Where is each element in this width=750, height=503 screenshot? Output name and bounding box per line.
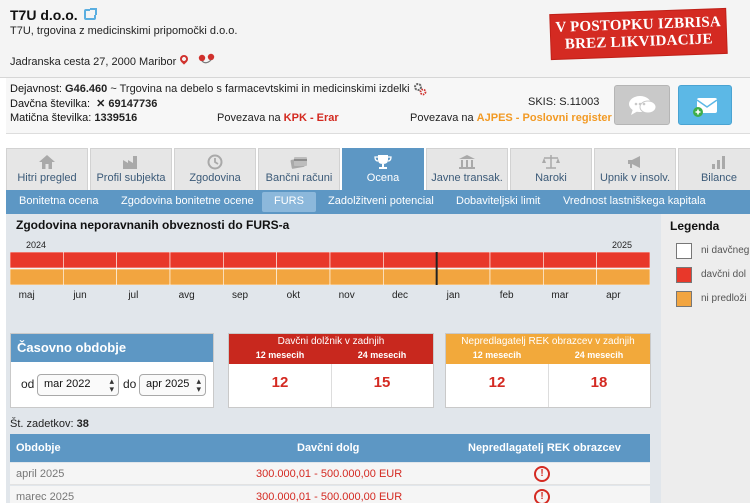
kpk-link-prefix: Povezava na xyxy=(217,112,281,124)
tab-javne-transakcije[interactable] xyxy=(426,148,508,190)
row-tax-debt: 300.000,01 - 500.000,00 EUR xyxy=(256,491,403,503)
month-label-nov: nov xyxy=(338,290,355,301)
deletion-status-stamp xyxy=(550,9,726,59)
timeline-cell-red-maj xyxy=(10,252,63,268)
month-label-jul: jul xyxy=(128,290,139,301)
legend-panel xyxy=(661,214,750,503)
month-label-okt: okt xyxy=(286,290,300,301)
tax-cross-icon: ✕ xyxy=(96,98,106,110)
tab-hitri-pregled[interactable] xyxy=(6,148,88,190)
tax-number-line xyxy=(10,97,157,110)
timeline-cell-orange-jul xyxy=(117,269,170,285)
rek-title: Nepredlagatelj REK obrazcev v zadnjih xyxy=(461,336,635,347)
chat-icon xyxy=(628,94,658,118)
tax-debtor-col-12: 12 mesecih xyxy=(255,350,305,360)
chat-button[interactable] xyxy=(614,85,670,125)
kpk-link-line xyxy=(217,112,339,124)
ajpes-link-line xyxy=(410,112,612,124)
tab-label: Javne transak. xyxy=(431,172,503,184)
month-label-avg: avg xyxy=(178,290,195,301)
tab-label: Hitri pregled xyxy=(17,172,77,184)
registry-number-label: Matična številka: xyxy=(10,112,92,124)
table-row xyxy=(10,486,650,503)
tab-label: Zgodovina xyxy=(189,172,241,184)
time-period-title: Časovno obdobje xyxy=(11,334,213,362)
record-count xyxy=(10,418,89,430)
timeline-cell-orange-mar xyxy=(543,269,596,285)
from-period-select[interactable] xyxy=(37,374,119,396)
from-period-value: mar 2022 xyxy=(44,378,91,390)
timeline-cell-orange-sep xyxy=(223,269,276,285)
rek-col-12: 12 mesecih xyxy=(472,350,522,360)
kpk-erar-link[interactable]: KPK - Erar xyxy=(283,112,339,124)
rek-24-value: 18 xyxy=(590,374,608,391)
company-address: Jadranska cesta 27, 2000 Maribor xyxy=(10,56,177,68)
year-2025-label: 2025 xyxy=(612,240,633,250)
year-2024-label: 2024 xyxy=(26,240,47,250)
scales-icon xyxy=(542,154,560,170)
factory-icon xyxy=(122,154,140,170)
to-label: do xyxy=(123,377,137,391)
house-icon xyxy=(38,154,56,170)
subnav-zgodovina-bonitetne-ocene[interactable]: Zgodovina bonitetne ocene xyxy=(121,195,254,207)
timeline-cell-red-avg xyxy=(170,252,223,268)
timeline-cell-red-okt xyxy=(277,252,330,268)
mail-plus-icon xyxy=(691,94,721,118)
month-label-jun: jun xyxy=(73,290,87,301)
tab-label: Ocena xyxy=(366,172,400,184)
skis-value: S.11003 xyxy=(559,96,600,108)
tab-bancni-racuni[interactable] xyxy=(258,148,340,190)
legend-item-not-submitted: ni predloži xyxy=(701,293,747,304)
skis-label: SKIS: xyxy=(528,96,557,108)
route-icon[interactable] xyxy=(198,53,216,65)
tax-debtor-header xyxy=(229,334,433,364)
tab-bilance[interactable] xyxy=(678,148,750,190)
add-mail-button[interactable] xyxy=(678,85,732,125)
row-period: marec 2025 xyxy=(16,491,75,503)
month-label-jan: jan xyxy=(446,290,460,301)
to-period-value: apr 2025 xyxy=(146,378,190,390)
tab-label: Bilance xyxy=(700,172,738,184)
month-label-maj: maj xyxy=(18,290,35,301)
ajpes-link-prefix: Povezava na xyxy=(410,112,474,124)
timeline-cell-red-dec xyxy=(383,252,436,268)
activity-text: ~ Trgovina na debelo s farmacevtskimi in medicinskimi izdelki xyxy=(110,83,410,95)
from-label: od xyxy=(21,377,35,391)
tax-debtor-12-value: 12 xyxy=(271,374,289,391)
legend-swatch-orange xyxy=(676,291,692,307)
timeline-cell-orange-dec xyxy=(383,269,436,285)
tab-upnik-v-insolv[interactable] xyxy=(594,148,676,190)
legend-swatch-white xyxy=(676,243,692,259)
legend-swatch-red xyxy=(676,267,692,283)
col-header-rek[interactable]: Nepredlagatelj REK obrazcev xyxy=(468,442,621,454)
activity-line xyxy=(10,83,410,95)
record-count-value: 38 xyxy=(76,418,89,430)
timeline-cell-orange-avg xyxy=(170,269,223,285)
timeline-cell-red-mar xyxy=(543,252,596,268)
tab-label: Naroki xyxy=(535,172,567,184)
timeline-cell-red-jul xyxy=(117,252,170,268)
month-label-feb: feb xyxy=(499,290,514,301)
timeline-cell-red-jun xyxy=(63,252,116,268)
tab-label: Bančni računi xyxy=(265,172,333,184)
timeline-cell-orange-maj xyxy=(10,269,63,285)
rek-header xyxy=(446,334,650,364)
col-header-period[interactable]: Obdobje xyxy=(16,442,61,454)
tab-ocena[interactable] xyxy=(342,148,424,190)
rek-nonfiler-stats xyxy=(445,333,651,408)
external-link-icon[interactable] xyxy=(84,9,96,20)
table-row xyxy=(10,463,650,485)
subnav-zadolzitveni-potencial[interactable]: Zadolžitveni potencial xyxy=(328,195,434,207)
subnav-dobaviteljski-limit[interactable]: Dobaviteljski limit xyxy=(456,195,541,207)
registry-number-value: 1339516 xyxy=(94,112,138,124)
ajpes-register-link[interactable]: AJPES - Poslovni register xyxy=(476,112,612,124)
cards-icon xyxy=(290,154,308,170)
activity-label: Dejavnost: xyxy=(10,83,62,95)
tax-debtor-24-value: 15 xyxy=(373,374,391,391)
tax-debtor-title: Davčni dolžnik v zadnjih xyxy=(277,336,385,347)
warning-icon: ! xyxy=(534,466,550,482)
tab-zgodovina[interactable] xyxy=(174,148,256,190)
barchart-icon xyxy=(710,154,728,170)
gears-icon[interactable] xyxy=(413,82,427,96)
month-label-sep: sep xyxy=(231,290,249,301)
timeline-cell-red-sep xyxy=(223,252,276,268)
registry-number-line xyxy=(10,112,137,124)
tax-number-value: 69147736 xyxy=(108,98,158,110)
rek-12-value: 12 xyxy=(488,374,506,391)
stamp-line-2: BREZ LIKVIDACIJE xyxy=(564,31,713,53)
legend-item-tax-debtor: davčni dol xyxy=(701,269,747,280)
megaphone-icon xyxy=(626,154,644,170)
trophy-icon xyxy=(374,154,392,170)
record-count-label: Št. zadetkov: xyxy=(10,418,74,430)
legend-title: Legenda xyxy=(670,219,720,233)
activity-code: G46.460 xyxy=(65,83,108,95)
col-header-tax-debt[interactable]: Davčni dolg xyxy=(297,442,360,454)
stamp-line-1: V POSTOPKU IZBRISA xyxy=(555,14,722,36)
company-full-name: T7U, trgovina z medicinskimi pripomočki d.o.o. xyxy=(10,25,238,37)
subnav-vrednost-lastniskega-kapitala[interactable]: Vrednost lastniškega kapitala xyxy=(563,195,706,207)
tax-number-label: Davčna številka: xyxy=(10,98,91,110)
sub-navigation xyxy=(6,190,750,214)
to-period-select[interactable] xyxy=(139,374,206,396)
timeline-cell-orange-apr xyxy=(597,269,650,285)
timeline-cell-orange-nov xyxy=(330,269,383,285)
tab-naroki[interactable] xyxy=(510,148,592,190)
row-tax-debt: 300.000,01 - 500.000,00 EUR xyxy=(256,468,403,480)
subnav-furs[interactable]: FURS xyxy=(262,192,316,212)
rek-col-24: 24 mesecih xyxy=(574,350,624,360)
timeline-cell-orange-okt xyxy=(277,269,330,285)
skis-line xyxy=(528,96,599,108)
history-title: Zgodovina neporavnanih obveznosti do FURS-a xyxy=(16,218,290,232)
legend-item-no-debt: ni davčneg xyxy=(701,245,750,256)
tab-profil-subjekta[interactable] xyxy=(90,148,172,190)
select-arrows-icon: ▴ ▾ xyxy=(109,376,114,394)
timeline-cell-red-apr xyxy=(597,252,650,268)
tax-debtor-col-24: 24 mesecih xyxy=(357,350,407,360)
timeline-cell-red-jan xyxy=(437,252,490,268)
timeline-cell-orange-jun xyxy=(63,269,116,285)
timeline-cell-orange-jan xyxy=(437,269,490,285)
timeline-cell-red-nov xyxy=(330,252,383,268)
time-period-box xyxy=(10,333,214,408)
subnav-bonitetna-ocena[interactable]: Bonitetna ocena xyxy=(19,195,99,207)
select-arrows-icon: ▴ ▾ xyxy=(196,376,201,394)
timeline-cell-orange-feb xyxy=(490,269,543,285)
month-label-apr: apr xyxy=(606,290,621,301)
warning-icon: ! xyxy=(534,489,550,503)
bank-icon xyxy=(458,154,476,170)
company-name: T7U d.o.o. xyxy=(10,7,78,23)
clock-icon xyxy=(206,154,224,170)
row-period: april 2025 xyxy=(16,468,65,480)
main-tabs xyxy=(6,148,750,190)
month-label-mar: mar xyxy=(551,290,569,301)
tab-label: Upnik v insolv. xyxy=(599,172,671,184)
month-label-dec: dec xyxy=(391,290,409,301)
table-header xyxy=(10,434,650,462)
tab-label: Profil subjekta xyxy=(96,172,166,184)
furs-timeline xyxy=(10,252,650,285)
timeline-cell-red-feb xyxy=(490,252,543,268)
tax-debtor-stats xyxy=(228,333,434,408)
